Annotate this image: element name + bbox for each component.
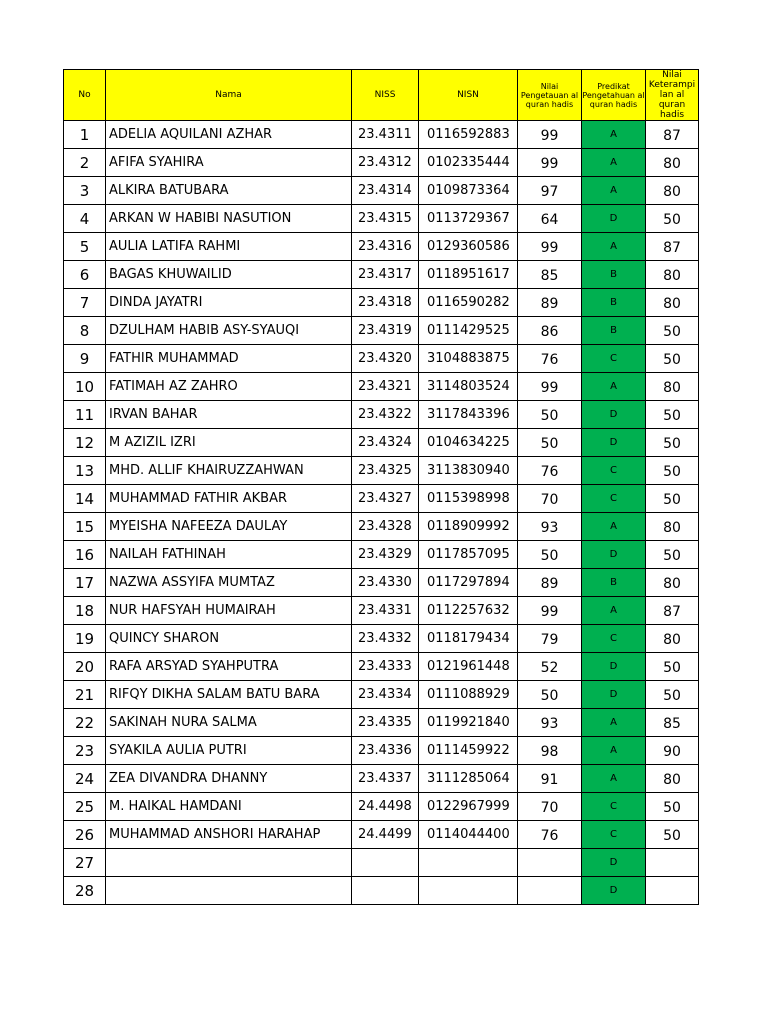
cell-niss: 23.4329 — [352, 541, 419, 569]
cell-nilai-pengetahuan: 85 — [518, 261, 582, 289]
cell-no: 18 — [64, 597, 106, 625]
cell-nilai-keterampilan: 80 — [646, 625, 699, 653]
cell-nilai-pengetahuan — [518, 877, 582, 905]
cell-nama: FATIMAH AZ ZAHRO — [106, 373, 352, 401]
cell-no: 6 — [64, 261, 106, 289]
cell-nilai-pengetahuan: 99 — [518, 149, 582, 177]
cell-predikat: A — [582, 149, 646, 177]
cell-niss: 23.4315 — [352, 205, 419, 233]
cell-nilai-keterampilan: 50 — [646, 457, 699, 485]
cell-nama: NAILAH FATHINAH — [106, 541, 352, 569]
cell-predikat: D — [582, 205, 646, 233]
cell-nama: DINDA JAYATRI — [106, 289, 352, 317]
header-nisn: NISN — [419, 70, 518, 121]
cell-nama: SAKINAH NURA SALMA — [106, 709, 352, 737]
cell-nisn: 3113830940 — [419, 457, 518, 485]
cell-nama: ADELIA AQUILANI AZHAR — [106, 121, 352, 149]
table-row — [64, 373, 699, 401]
table-body — [64, 121, 699, 905]
cell-no: 4 — [64, 205, 106, 233]
table-row — [64, 765, 699, 793]
table-row — [64, 877, 699, 905]
cell-nisn — [419, 877, 518, 905]
cell-nisn: 3104883875 — [419, 345, 518, 373]
cell-nilai-pengetahuan: 97 — [518, 177, 582, 205]
cell-nisn: 0117857095 — [419, 541, 518, 569]
cell-nisn: 0122967999 — [419, 793, 518, 821]
cell-predikat: D — [582, 653, 646, 681]
cell-nama: RIFQY DIKHA SALAM BATU BARA — [106, 681, 352, 709]
table-row — [64, 317, 699, 345]
cell-nilai-pengetahuan: 79 — [518, 625, 582, 653]
cell-nama: MUHAMMAD ANSHORI HARAHAP — [106, 821, 352, 849]
cell-nilai-pengetahuan: 99 — [518, 233, 582, 261]
cell-nilai-pengetahuan: 76 — [518, 821, 582, 849]
cell-nama: ALKIRA BATUBARA — [106, 177, 352, 205]
cell-predikat: C — [582, 793, 646, 821]
cell-nama: IRVAN BAHAR — [106, 401, 352, 429]
table-row — [64, 793, 699, 821]
cell-nilai-keterampilan: 80 — [646, 177, 699, 205]
cell-nilai-keterampilan: 50 — [646, 793, 699, 821]
table-row — [64, 849, 699, 877]
cell-nisn: 0116592883 — [419, 121, 518, 149]
cell-nisn: 0113729367 — [419, 205, 518, 233]
cell-nilai-keterampilan: 50 — [646, 485, 699, 513]
cell-nama: M AZIZIL IZRI — [106, 429, 352, 457]
table-row — [64, 513, 699, 541]
table-row — [64, 289, 699, 317]
cell-nilai-keterampilan: 80 — [646, 765, 699, 793]
cell-nisn: 0111429525 — [419, 317, 518, 345]
cell-nilai-keterampilan: 80 — [646, 261, 699, 289]
cell-predikat: A — [582, 121, 646, 149]
cell-niss: 24.4498 — [352, 793, 419, 821]
cell-nilai-pengetahuan: 93 — [518, 709, 582, 737]
cell-nilai-pengetahuan: 93 — [518, 513, 582, 541]
cell-nilai-keterampilan — [646, 877, 699, 905]
cell-no: 10 — [64, 373, 106, 401]
table-row — [64, 121, 699, 149]
cell-nisn: 0129360586 — [419, 233, 518, 261]
cell-predikat: D — [582, 541, 646, 569]
cell-predikat: A — [582, 709, 646, 737]
cell-nilai-keterampilan: 50 — [646, 541, 699, 569]
cell-predikat: A — [582, 177, 646, 205]
cell-nama: ARKAN W HABIBI NASUTION — [106, 205, 352, 233]
cell-predikat: B — [582, 569, 646, 597]
cell-predikat: D — [582, 877, 646, 905]
cell-nilai-keterampilan: 50 — [646, 205, 699, 233]
cell-niss: 23.4316 — [352, 233, 419, 261]
header-nama: Nama — [106, 70, 352, 121]
cell-nilai-pengetahuan: 50 — [518, 541, 582, 569]
cell-nilai-keterampilan: 50 — [646, 429, 699, 457]
table-row — [64, 177, 699, 205]
cell-no: 25 — [64, 793, 106, 821]
cell-nama: AFIFA SYAHIRA — [106, 149, 352, 177]
cell-no: 3 — [64, 177, 106, 205]
cell-niss: 23.4322 — [352, 401, 419, 429]
table-row — [64, 233, 699, 261]
cell-nilai-keterampilan: 50 — [646, 401, 699, 429]
cell-nilai-keterampilan: 80 — [646, 513, 699, 541]
cell-no: 16 — [64, 541, 106, 569]
cell-niss: 23.4314 — [352, 177, 419, 205]
cell-nisn: 0111459922 — [419, 737, 518, 765]
cell-niss — [352, 849, 419, 877]
cell-niss: 23.4336 — [352, 737, 419, 765]
cell-niss: 23.4334 — [352, 681, 419, 709]
cell-nama — [106, 877, 352, 905]
header-niss: NISS — [352, 70, 419, 121]
cell-no: 21 — [64, 681, 106, 709]
cell-niss: 23.4321 — [352, 373, 419, 401]
cell-nama: NAZWA ASSYIFA MUMTAZ — [106, 569, 352, 597]
cell-niss: 23.4320 — [352, 345, 419, 373]
cell-nisn: 0112257632 — [419, 597, 518, 625]
cell-predikat: A — [582, 513, 646, 541]
cell-nilai-keterampilan: 80 — [646, 149, 699, 177]
cell-niss: 23.4331 — [352, 597, 419, 625]
cell-nilai-keterampilan: 90 — [646, 737, 699, 765]
cell-niss: 24.4499 — [352, 821, 419, 849]
cell-nisn: 0104634225 — [419, 429, 518, 457]
cell-nisn: 0117297894 — [419, 569, 518, 597]
cell-nisn: 0119921840 — [419, 709, 518, 737]
cell-niss: 23.4311 — [352, 121, 419, 149]
cell-no: 1 — [64, 121, 106, 149]
cell-nilai-pengetahuan — [518, 849, 582, 877]
cell-nisn: 0115398998 — [419, 485, 518, 513]
cell-nilai-pengetahuan: 50 — [518, 681, 582, 709]
cell-nama: RAFA ARSYAD SYAHPUTRA — [106, 653, 352, 681]
cell-nisn: 0118179434 — [419, 625, 518, 653]
table-row — [64, 485, 699, 513]
cell-no: 12 — [64, 429, 106, 457]
table-row — [64, 345, 699, 373]
cell-niss: 23.4327 — [352, 485, 419, 513]
cell-nama: FATHIR MUHAMMAD — [106, 345, 352, 373]
cell-nisn: 0102335444 — [419, 149, 518, 177]
table-row — [64, 401, 699, 429]
cell-no: 27 — [64, 849, 106, 877]
cell-nisn: 0118951617 — [419, 261, 518, 289]
cell-predikat: A — [582, 233, 646, 261]
table-row — [64, 261, 699, 289]
table-row — [64, 569, 699, 597]
cell-nilai-pengetahuan: 89 — [518, 569, 582, 597]
header-nilai-keterampilan: Nilai Keterampi lan al quran hadis — [646, 70, 699, 121]
cell-nisn: 0121961448 — [419, 653, 518, 681]
cell-nilai-pengetahuan: 70 — [518, 485, 582, 513]
cell-nama: DZULHAM HABIB ASY-SYAUQI — [106, 317, 352, 345]
header-no: No — [64, 70, 106, 121]
cell-nilai-keterampilan: 87 — [646, 597, 699, 625]
cell-nilai-pengetahuan: 99 — [518, 121, 582, 149]
cell-nilai-pengetahuan: 76 — [518, 345, 582, 373]
cell-no: 11 — [64, 401, 106, 429]
table-row — [64, 541, 699, 569]
cell-niss — [352, 877, 419, 905]
cell-predikat: A — [582, 765, 646, 793]
table-row — [64, 821, 699, 849]
header-predikat-pengetahuan: Predikat Pengetahuan al quran hadis — [582, 70, 646, 121]
cell-predikat: C — [582, 821, 646, 849]
cell-nilai-keterampilan — [646, 849, 699, 877]
cell-nilai-keterampilan: 50 — [646, 653, 699, 681]
cell-nisn: 3114803524 — [419, 373, 518, 401]
table-row — [64, 205, 699, 233]
cell-nilai-keterampilan: 80 — [646, 569, 699, 597]
cell-niss: 23.4330 — [352, 569, 419, 597]
cell-nisn: 0109873364 — [419, 177, 518, 205]
cell-nilai-pengetahuan: 98 — [518, 737, 582, 765]
cell-predikat: C — [582, 485, 646, 513]
cell-nama: QUINCY SHARON — [106, 625, 352, 653]
cell-nilai-pengetahuan: 91 — [518, 765, 582, 793]
cell-nilai-pengetahuan: 70 — [518, 793, 582, 821]
cell-niss: 23.4335 — [352, 709, 419, 737]
cell-niss: 23.4333 — [352, 653, 419, 681]
cell-predikat: A — [582, 597, 646, 625]
cell-no: 22 — [64, 709, 106, 737]
cell-nilai-keterampilan: 87 — [646, 121, 699, 149]
cell-nama: SYAKILA AULIA PUTRI — [106, 737, 352, 765]
cell-niss: 23.4328 — [352, 513, 419, 541]
cell-no: 24 — [64, 765, 106, 793]
table-row — [64, 681, 699, 709]
cell-nilai-pengetahuan: 99 — [518, 373, 582, 401]
cell-no: 17 — [64, 569, 106, 597]
cell-nilai-pengetahuan: 64 — [518, 205, 582, 233]
cell-predikat: B — [582, 261, 646, 289]
cell-predikat: D — [582, 849, 646, 877]
cell-predikat: D — [582, 401, 646, 429]
cell-no: 20 — [64, 653, 106, 681]
cell-niss: 23.4324 — [352, 429, 419, 457]
cell-predikat: A — [582, 373, 646, 401]
cell-nisn — [419, 849, 518, 877]
cell-no: 26 — [64, 821, 106, 849]
cell-nisn: 0118909992 — [419, 513, 518, 541]
cell-predikat: D — [582, 681, 646, 709]
cell-predikat: C — [582, 625, 646, 653]
cell-nisn: 3117843396 — [419, 401, 518, 429]
cell-niss: 23.4317 — [352, 261, 419, 289]
cell-no: 2 — [64, 149, 106, 177]
cell-nisn: 0111088929 — [419, 681, 518, 709]
table-row — [64, 597, 699, 625]
cell-nilai-pengetahuan: 76 — [518, 457, 582, 485]
cell-nilai-pengetahuan: 52 — [518, 653, 582, 681]
cell-nilai-keterampilan: 85 — [646, 709, 699, 737]
table-row — [64, 709, 699, 737]
cell-niss: 23.4332 — [352, 625, 419, 653]
cell-nilai-keterampilan: 80 — [646, 289, 699, 317]
cell-nilai-pengetahuan: 50 — [518, 401, 582, 429]
cell-nilai-pengetahuan: 99 — [518, 597, 582, 625]
cell-nilai-keterampilan: 50 — [646, 821, 699, 849]
cell-nilai-keterampilan: 80 — [646, 373, 699, 401]
cell-nilai-keterampilan: 50 — [646, 317, 699, 345]
cell-nilai-pengetahuan: 86 — [518, 317, 582, 345]
cell-predikat: B — [582, 289, 646, 317]
cell-predikat: C — [582, 457, 646, 485]
header-row — [64, 70, 699, 121]
cell-nisn: 0116590282 — [419, 289, 518, 317]
cell-no: 5 — [64, 233, 106, 261]
table-row — [64, 737, 699, 765]
table-row — [64, 149, 699, 177]
cell-nama — [106, 849, 352, 877]
cell-niss: 23.4319 — [352, 317, 419, 345]
cell-nilai-keterampilan: 50 — [646, 345, 699, 373]
cell-no: 13 — [64, 457, 106, 485]
cell-nama: MHD. ALLIF KHAIRUZZAHWAN — [106, 457, 352, 485]
table-row — [64, 429, 699, 457]
cell-nama: AULIA LATIFA RAHMI — [106, 233, 352, 261]
cell-predikat: B — [582, 317, 646, 345]
cell-nilai-pengetahuan: 50 — [518, 429, 582, 457]
header-nilai-pengetahuan: Nilai Pengetauan al quran hadis — [518, 70, 582, 121]
cell-nama: MUHAMMAD FATHIR AKBAR — [106, 485, 352, 513]
cell-niss: 23.4337 — [352, 765, 419, 793]
cell-nama: ZEA DIVANDRA DHANNY — [106, 765, 352, 793]
cell-niss: 23.4318 — [352, 289, 419, 317]
cell-no: 14 — [64, 485, 106, 513]
cell-no: 8 — [64, 317, 106, 345]
cell-no: 9 — [64, 345, 106, 373]
cell-nama: NUR HAFSYAH HUMAIRAH — [106, 597, 352, 625]
cell-nama: MYEISHA NAFEEZA DAULAY — [106, 513, 352, 541]
cell-nama: BAGAS KHUWAILID — [106, 261, 352, 289]
cell-no: 19 — [64, 625, 106, 653]
cell-nama: M. HAIKAL HAMDANI — [106, 793, 352, 821]
cell-nisn: 0114044400 — [419, 821, 518, 849]
cell-no: 15 — [64, 513, 106, 541]
cell-nilai-keterampilan: 50 — [646, 681, 699, 709]
cell-nisn: 3111285064 — [419, 765, 518, 793]
cell-niss: 23.4312 — [352, 149, 419, 177]
cell-nilai-pengetahuan: 89 — [518, 289, 582, 317]
table-row — [64, 625, 699, 653]
cell-niss: 23.4325 — [352, 457, 419, 485]
cell-nilai-keterampilan: 87 — [646, 233, 699, 261]
cell-predikat: A — [582, 737, 646, 765]
cell-predikat: C — [582, 345, 646, 373]
cell-no: 28 — [64, 877, 106, 905]
cell-no: 23 — [64, 737, 106, 765]
table-row — [64, 457, 699, 485]
cell-no: 7 — [64, 289, 106, 317]
grades-table — [63, 69, 699, 905]
table-row — [64, 653, 699, 681]
cell-predikat: D — [582, 429, 646, 457]
